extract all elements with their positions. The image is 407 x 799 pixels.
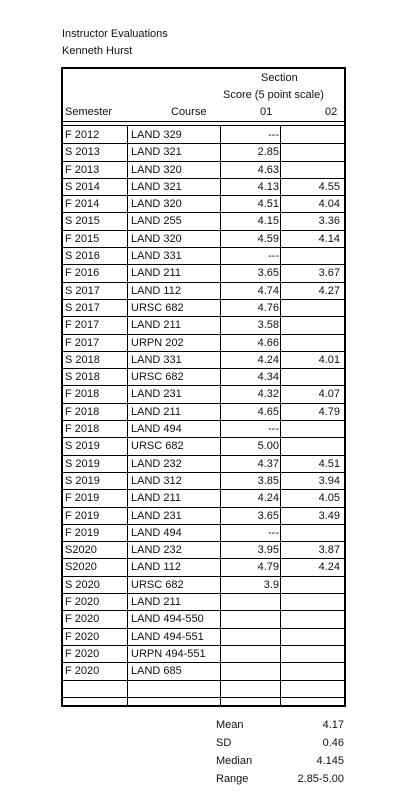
stat-label: SD xyxy=(216,737,232,749)
semester-cell: F 2018 xyxy=(65,423,100,436)
semester-cell: F 2020 xyxy=(65,647,100,660)
semester-cell: S 2019 xyxy=(65,457,100,470)
semester-cell: F 2019 xyxy=(65,509,100,522)
course-cell: URPN 494-551 xyxy=(131,647,206,660)
stat-label: Median xyxy=(216,755,253,767)
section-01-score: 4.24 xyxy=(257,492,279,505)
stat-label: Range xyxy=(216,773,249,785)
section-02-score xyxy=(282,663,340,679)
document-title: Instructor Evaluations xyxy=(62,28,168,40)
stat-row xyxy=(216,770,346,788)
table-row xyxy=(63,283,344,300)
semester-cell: F 2020 xyxy=(65,665,100,678)
course-cell: LAND 494 xyxy=(131,423,182,436)
course-cell: LAND 232 xyxy=(131,457,182,470)
semester-cell: S 2019 xyxy=(65,440,100,453)
semester-cell: S2020 xyxy=(65,544,97,557)
table-row xyxy=(63,629,344,646)
semester-cell: F 2020 xyxy=(65,613,100,626)
section-01-score: 4.24 xyxy=(257,353,279,366)
table-row xyxy=(63,231,344,248)
course-cell: LAND 231 xyxy=(131,509,182,522)
semester-cell: F 2020 xyxy=(65,596,100,609)
section-02-score xyxy=(282,681,340,697)
semester-cell: S 2018 xyxy=(65,371,100,384)
section-02-header: 02 xyxy=(325,106,338,118)
table-row xyxy=(63,681,344,698)
course-cell: LAND 255 xyxy=(131,215,182,228)
section-01-score: 3.58 xyxy=(257,319,279,332)
semester-cell: S 2015 xyxy=(65,215,100,228)
course-cell: LAND 494 xyxy=(131,526,182,539)
semester-cell: F 2017 xyxy=(65,336,100,349)
table-row xyxy=(63,213,344,230)
section-02-score: 4.27 xyxy=(318,284,340,297)
section-header: Section xyxy=(261,72,298,84)
course-cell: LAND 321 xyxy=(131,180,182,193)
course-cell: LAND 211 xyxy=(131,267,181,280)
table-row xyxy=(63,369,344,386)
table-row xyxy=(63,473,344,490)
section-02-score xyxy=(282,629,340,645)
section-01-score: 4.15 xyxy=(257,215,279,228)
course-cell: LAND 329 xyxy=(131,129,182,141)
table-row xyxy=(63,386,344,403)
semester-cell: S 2018 xyxy=(65,353,100,366)
evaluation-table xyxy=(61,67,346,707)
course-header: Course xyxy=(171,106,207,118)
section-02-score xyxy=(282,646,340,662)
semester-cell: F 2012 xyxy=(65,129,100,141)
section-01-score: 3.65 xyxy=(257,267,279,280)
section-02-score: 4.05 xyxy=(318,492,340,505)
semester-cell: F 2020 xyxy=(65,630,100,643)
semester-cell: F 2016 xyxy=(65,267,100,280)
score-header: Score (5 point scale) xyxy=(223,89,324,101)
semester-cell: S 2019 xyxy=(65,474,100,487)
course-cell: LAND 312 xyxy=(131,474,182,487)
section-01-score: 4.37 xyxy=(257,457,279,470)
section-02-score xyxy=(282,611,340,627)
course-cell: URSC 682 xyxy=(131,440,184,453)
section-02-score xyxy=(282,525,340,541)
table-row xyxy=(63,611,344,628)
course-cell: LAND 494-550 xyxy=(131,613,204,626)
section-01-score: 4.63 xyxy=(257,163,279,176)
table-row xyxy=(63,144,344,161)
section-01-score: 4.74 xyxy=(257,284,279,297)
section-02-score xyxy=(282,421,340,437)
section-01-score: 4.13 xyxy=(257,180,279,193)
course-cell: URSC 682 xyxy=(131,578,184,591)
section-01-score xyxy=(223,646,279,662)
semester-cell: F 2019 xyxy=(65,526,100,539)
section-02-score: 4.14 xyxy=(318,232,340,245)
section-02-score xyxy=(282,438,340,454)
section-01-score: --- xyxy=(268,526,279,539)
section-01-score: 4.65 xyxy=(257,405,279,418)
summary-stats xyxy=(216,716,346,788)
course-cell: LAND 331 xyxy=(131,353,182,366)
table-row xyxy=(63,317,344,334)
section-01-score: 4.66 xyxy=(257,336,279,349)
section-01-score: --- xyxy=(268,250,279,263)
course-cell: LAND 231 xyxy=(131,388,182,401)
section-02-score: 3.49 xyxy=(318,509,340,522)
section-02-score xyxy=(282,248,340,264)
stat-row xyxy=(216,716,346,734)
table-row xyxy=(63,352,344,369)
course-cell: LAND 321 xyxy=(131,146,182,159)
section-01-score: 3.9 xyxy=(263,578,279,591)
course-cell: URSC 682 xyxy=(131,371,184,384)
section-01-score xyxy=(223,611,279,627)
table-row xyxy=(63,577,344,594)
course-cell: LAND 685 xyxy=(131,665,182,678)
section-01-score: --- xyxy=(268,129,279,141)
table-row xyxy=(63,300,344,317)
section-01-score: 4.51 xyxy=(257,198,279,211)
table-row xyxy=(63,196,344,213)
section-01-header: 01 xyxy=(260,106,273,118)
table-row xyxy=(63,559,344,576)
section-01-score: 4.32 xyxy=(257,388,279,401)
course-cell: LAND 320 xyxy=(131,198,182,211)
course-cell: LAND 494-551 xyxy=(131,630,204,643)
section-01-score: 4.34 xyxy=(257,371,279,384)
document-heading xyxy=(62,26,168,60)
course-cell: LAND 211 xyxy=(131,596,181,609)
section-02-score: 3.36 xyxy=(318,215,340,228)
semester-cell: F 2018 xyxy=(65,405,100,418)
table-row xyxy=(63,542,344,559)
course-cell: LAND 320 xyxy=(131,232,182,245)
stat-value: 2.85-5.00 xyxy=(297,773,344,785)
semester-cell: F 2018 xyxy=(65,388,100,401)
table-row xyxy=(63,490,344,507)
table-row xyxy=(63,404,344,421)
table-row xyxy=(63,162,344,179)
section-02-score xyxy=(282,127,340,143)
course-cell: URSC 682 xyxy=(131,301,184,314)
section-02-score: 3.67 xyxy=(318,267,340,280)
section-02-score: 4.04 xyxy=(318,198,340,211)
section-01-score: 3.85 xyxy=(257,474,279,487)
section-01-score xyxy=(223,629,279,645)
semester-cell: S 2016 xyxy=(65,250,100,263)
section-02-score: 4.24 xyxy=(318,561,340,574)
semester-cell: S 2014 xyxy=(65,180,100,193)
course-cell: LAND 320 xyxy=(131,163,182,176)
section-02-score: 3.94 xyxy=(318,474,340,487)
section-01-score xyxy=(223,594,279,610)
section-01-score xyxy=(223,681,279,697)
section-01-score xyxy=(223,663,279,679)
section-02-score xyxy=(282,577,340,593)
table-row xyxy=(63,456,344,473)
section-01-score: 2.85 xyxy=(257,146,279,159)
stat-row xyxy=(216,734,346,752)
header-divider xyxy=(63,125,344,126)
course-cell: LAND 211 xyxy=(131,492,181,505)
course-cell: URPN 202 xyxy=(131,336,184,349)
semester-cell: F 2013 xyxy=(65,163,100,176)
table-row xyxy=(63,421,344,438)
section-02-score xyxy=(282,162,340,178)
section-02-score: 4.51 xyxy=(318,457,340,470)
course-cell: LAND 112 xyxy=(131,284,181,297)
stat-value: 4.145 xyxy=(316,755,344,767)
semester-cell: F 2015 xyxy=(65,232,100,245)
header-divider xyxy=(63,121,344,122)
table-row xyxy=(63,248,344,265)
section-01-score: 5.00 xyxy=(257,440,279,453)
table-row xyxy=(63,127,344,144)
course-cell: LAND 331 xyxy=(131,250,182,263)
course-cell: LAND 211 xyxy=(131,319,181,332)
section-02-score xyxy=(282,317,340,333)
semester-cell: F 2014 xyxy=(65,198,100,211)
table-body xyxy=(63,127,344,698)
semester-cell: F 2019 xyxy=(65,492,100,505)
stat-row xyxy=(216,752,346,770)
section-02-score: 4.79 xyxy=(318,405,340,418)
table-row xyxy=(63,525,344,542)
section-02-score xyxy=(282,300,340,316)
table-row xyxy=(63,265,344,282)
section-02-score: 3.87 xyxy=(318,544,340,557)
stat-value: 4.17 xyxy=(322,719,344,731)
section-01-score: --- xyxy=(268,423,279,436)
semester-cell: S 2013 xyxy=(65,146,100,159)
semester-cell: S 2017 xyxy=(65,301,100,314)
semester-header: Semester xyxy=(65,106,113,118)
course-cell: LAND 112 xyxy=(131,561,181,574)
section-01-score: 4.76 xyxy=(257,301,279,314)
stat-value: 0.46 xyxy=(322,737,344,749)
section-02-score: 4.07 xyxy=(318,388,340,401)
section-02-score xyxy=(282,144,340,160)
section-02-score xyxy=(282,594,340,610)
table-row xyxy=(63,179,344,196)
section-02-score: 4.01 xyxy=(318,353,340,366)
section-01-score: 3.95 xyxy=(257,544,279,557)
section-02-score: 4.55 xyxy=(318,180,340,193)
table-row xyxy=(63,508,344,525)
course-cell: LAND 232 xyxy=(131,544,182,557)
section-01-score: 4.79 xyxy=(257,561,279,574)
section-01-score: 3.65 xyxy=(257,509,279,522)
semester-cell: F 2017 xyxy=(65,319,100,332)
stat-label: Mean xyxy=(216,719,244,731)
table-row xyxy=(63,594,344,611)
section-01-score: 4.59 xyxy=(257,232,279,245)
instructor-name: Kenneth Hurst xyxy=(62,45,133,57)
semester-cell: S 2020 xyxy=(65,578,100,591)
section-02-score xyxy=(282,335,340,351)
table-row xyxy=(63,646,344,663)
section-02-score xyxy=(282,369,340,385)
table-row xyxy=(63,335,344,352)
semester-cell: S 2017 xyxy=(65,284,100,297)
semester-cell: S2020 xyxy=(65,561,97,574)
table-row xyxy=(63,663,344,680)
course-cell: LAND 211 xyxy=(131,405,181,418)
table-row xyxy=(63,438,344,455)
